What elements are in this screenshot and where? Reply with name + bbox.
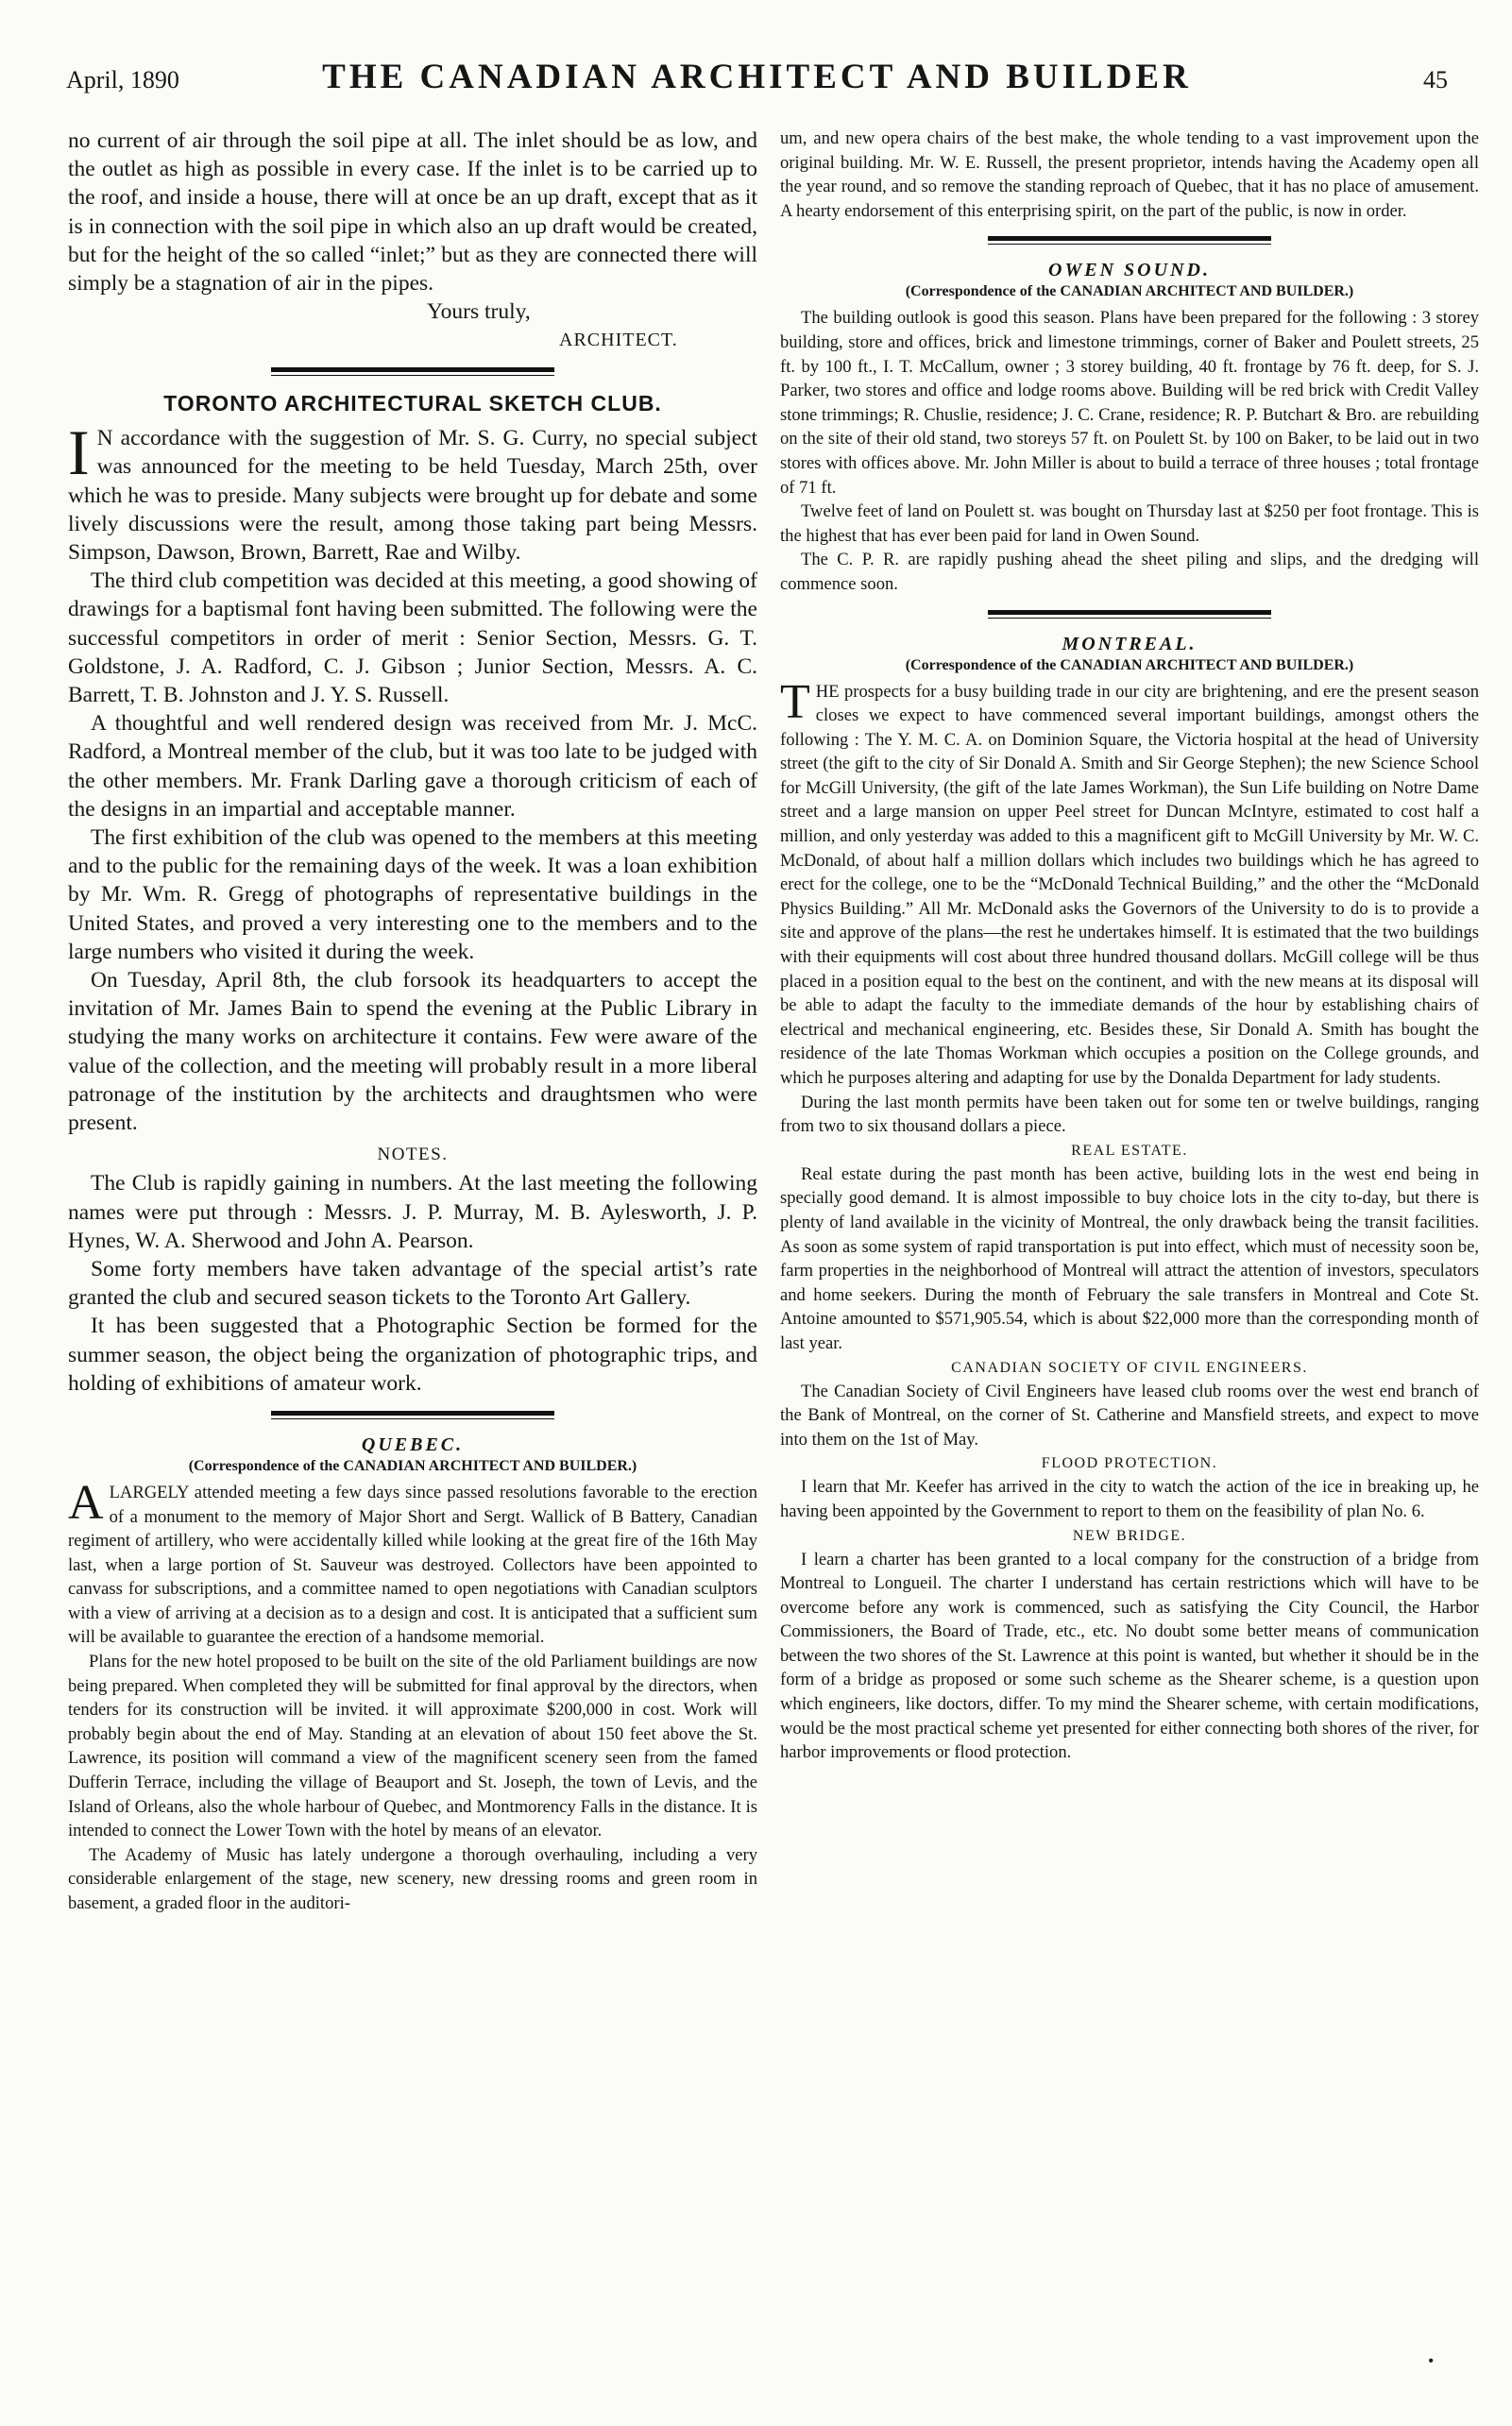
- letter-closing: Yours truly,: [427, 299, 531, 325]
- owen-sound-paragraph: Twelve feet of land on Poulett st. was bought on Thursday last at $250 per foot frontage. This is the highest that has ever been paid for land in Owen Sound.: [780, 501, 1479, 546]
- section-divider: [988, 610, 1271, 619]
- montreal-heading: MONTREAL.: [1062, 633, 1198, 654]
- right-column: [780, 127, 1479, 1765]
- section-divider: [988, 236, 1271, 245]
- owen-sound-heading: OWEN SOUND.: [1048, 260, 1211, 281]
- club-paragraph: On Tuesday, April 8th, the club forsook its headquarters to accept the invitation of Mr. James Bain to spend the evening at the Public Library in studying the many works on architecture it contains. Few were aware of the value of the collection, and the meeting will probably result in a more liberal patronage of the institution by the architects and draughtsmen who were present.: [68, 968, 757, 1136]
- notes-paragraph: It has been suggested that a Photographic Section be formed for the summer season, the object being the organization of photographic trips, and holding of exhibitions of amateur work.: [68, 1314, 757, 1396]
- owen-sound-paragraph: The building outlook is good this season. Plans have been prepared for the following : 3 storey building, store and offices, brick and limestone trimmings, corner of Baker and Poulett streets, 25 ft. by 100 ft., I. T. McCallum, owner ; 3 storey building, 40 ft. frontage by 76 ft. deep, for S. J. Parker, two stores and office and lodge rooms above. Building will be red brick with Credit Valley stone trimmings; R. Chuslie, residence; J. C. Crane, residence; R. P. Butchart & Bro. are rebuilding on the site of their old stand, two storeys 57 ft. on Poulett St. by 100 on Baker, to be laid out in two stores with offices above. Mr. John Miller is about to build a terrace of three houses ; total frontage of 71 ft.: [780, 308, 1479, 498]
- new-bridge-heading: NEW BRIDGE.: [1072, 1527, 1187, 1544]
- page-number: 45: [1423, 66, 1448, 93]
- real-estate-heading: REAL ESTATE.: [1071, 1142, 1188, 1159]
- club-paragraph: I N accordance with the suggestion of Mr. S. G. Curry, no special subject was announced for the meeting to be held Tuesday, March 25th, over which he was to preside. Many subjects were brought up for debate and some lively discussions were the result, among those taking part being Messrs. Simpson, Dawson, Brown, Barrett, Rae and Wilby.: [68, 416, 757, 566]
- notes-paragraph: Some forty members have taken advantage of the special artist’s rate granted the club and secured season tickets to the Toronto Art Gallery.: [68, 1256, 757, 1311]
- montreal-paragraph: During the last month permits have been taken out for some ten or twelve buildings, ranging from two to six thousand dollars a piece.: [780, 1092, 1479, 1137]
- section-divider: [271, 1411, 554, 1419]
- club-paragraph: The third club competition was decided at this meeting, a good showing of drawings for a baptismal font having been submitted. The following were the successful competitors in order of merit : Senior Section, Messrs. G. T. Goldstone, J. A. Radford, C. J. Gibson ; Junior Section, Messrs. A. C. Barrett, T. B. Johnston and J. Y. S. Russell.: [68, 568, 757, 708]
- club-paragraph: A thoughtful and well rendered design was received from Mr. J. McC. Radford, a Montreal member of the club, but it was too late to be judged with the other members. Mr. Frank Darling gave a thorough criticism of each of the designs in an impartial and acceptable manner.: [68, 711, 757, 822]
- real-estate-paragraph: Real estate during the past month has been active, building lots in the west end being in specially good demand. It is almost impossible to buy choice lots in the city to-day, but there is plenty of land available in the vicinity of Montreal, the only drawback being the transit facilities. As soon as some system of rapid transportation is put into effect, which must of necessity soon be, farm properties in the neighborhood of Montreal will attract the attention of investors, speculators and home seekers. During the month of February the sale transfers in Montreal and Cote St. Antoine amounted to $571,905.54, which is about $22,000 more than the corresponding month of last year.: [780, 1163, 1479, 1353]
- publication-title: THE CANADIAN ARCHITECT AND BUILDER: [322, 58, 1192, 96]
- club-paragraph: The first exhibition of the club was opened to the members at this meeting and to the public for the remaining days of the week. It was a loan exhibition by Mr. Wm. R. Gregg of photographs of representative buildings in the United States, and proved a very interesting one to the members and to the large numbers who visited it during the week.: [68, 825, 757, 964]
- printer-mark-icon: •: [1428, 2351, 1435, 2370]
- notes-paragraph: The Club is rapidly gaining in numbers. At the last meeting the following names were put through : Messrs. J. P. Murray, M. B. Aylesworth, J. P. Hynes, W. A. Sherwood and John A. Pearson.: [68, 1171, 757, 1253]
- issue-date: April, 1890: [66, 66, 179, 93]
- quebec-correspondence-line: (Correspondence of the CANADIAN ARCHITECT AND BUILDER.): [188, 1457, 637, 1474]
- quebec-paragraph: The Academy of Music has lately undergone a thorough overhauling, including a very considerable enlargement of the stage, new scenery, new dressing rooms and green room in basement, a graded floor in the auditori-: [68, 1844, 757, 1914]
- civil-engineers-paragraph: The Canadian Society of Civil Engineers have leased club rooms over the west end branch of the Bank of Montreal, on the corner of St. Catherine and Mansfield streets, and expect to move into them on the 1st of May.: [780, 1381, 1479, 1450]
- owen-sound-correspondence-line: (Correspondence of the CANADIAN ARCHITECT AND BUILDER.): [905, 283, 1354, 300]
- quebec-paragraph: ALARGELY attended meeting a few days since passed resolutions favorable to the erection of a monument to the memory of Major Short and Sergt. Wallick of B Battery, Canadian regiment of artillery, who were accidentally killed while looking at the great fire of the 16th May last, when a large portion of St. Sauveur was destroyed. Collectors have been appointed to canvass for subscriptions, and a committee named to open negotiations with Canadian sculptors with a view of arriving at a decision as to a design and cost. It is anticipated that a sufficient sum will be available to guarantee the erection of a handsome memorial.: [68, 1475, 757, 1648]
- quebec-paragraph: Plans for the new hotel proposed to be built on the site of the old Parliament buildings are now being prepared. When completed they will be submitted for final approval by the directors, when tenders for its construction will be invited. it will approximate $200,000 in cost. Work will probably begin about the end of May. Standing at an elevation of about 150 feet above the St. Lawrence, its position will command a view of the magnificent scenery seen from the famed Dufferin Terrace, including the village of Beauport and St. Joseph, the town of Levis, and the Island of Orleans, also the whole harbour of Quebec, and Montmorency Falls in the distance. It is intended to connect the Lower Town with the hotel by means of an elevator.: [68, 1652, 757, 1841]
- civil-engineers-heading: CANADIAN SOCIETY OF CIVIL ENGINEERS.: [951, 1359, 1308, 1376]
- letter-signature: ARCHITECT.: [559, 330, 678, 351]
- notes-heading: NOTES.: [377, 1145, 449, 1165]
- new-bridge-paragraph: I learn a charter has been granted to a local company for the construction of a bridge from Montreal to Longueil. The charter I understand has certain restrictions which will have to be overcome before any work is commenced, such as satisfying the City Council, the Harbor Commissioners, the Board of Trade, etc., etc. No doubt some better means of communication between the two shores of the St. Lawrence at this point is wanted, but whether it should be in the form of a bridge as proposed or some such scheme as the Shearer scheme, is a question upon which engineers, like doctors, differ. To my mind the Shearer scheme, with certain modifications, would be the most practical scheme yet presented for either connecting both shores of the river, for harbor improvements or flood protection.: [780, 1549, 1479, 1763]
- drop-cap: A: [68, 1475, 104, 1530]
- section-divider: [271, 367, 554, 376]
- quebec-continuation: um, and new opera chairs of the best make, the whole tending to a vast improvement upon the original building. Mr. W. E. Russell, the present proprietor, intends having the Academy open all the year round, and so remove the standing reproach of Quebec, that it has no place of amusement. A hearty endorsement of this enterprising spirit, on the part of the public, is now in order.: [780, 128, 1479, 221]
- drop-cap: T: [780, 674, 810, 729]
- flood-protection-heading: FLOOD PROTECTION.: [1041, 1455, 1218, 1472]
- montreal-paragraph: THE prospects for a busy building trade in our city are brightening, and ere the present season closes we expect to have commenced several important buildings, amongst others the following : The Y. M. C. A. on Dominion Square, the Victoria hospital at the head of University street (the gift to the city of Sir Donald A. Smith and Sir George Stephen); the new Science School for McGill University, (the gift of the late James Workman), the Sun Life building on Notre Dame street and a large mansion on upper Peel street for Duncan McIntyre, estimated to cost half a million, and only yesterday was added to this a magnificent gift to McGill University by Mr. W. C. McDonald, of about half a million dollars which includes two buildings which he has agreed to erect for the college, one to be the “McDonald Technical Building,” and the other the “McDonald Physics Building.” All Mr. McDonald asks the Governors of the University to do is to provide a site and approve of the plans—the rest he undertakes himself. It is estimated that the two buildings with their equipments will cost about three hundred thousand dollars. McGill college will be thus placed in a position equal to the best on the continent, and with the new means at its disposal will be able to adapt the faculty to the immediate demands of the hour by establishing chairs of electrical and mechanical engineering, etc. Besides these, Sir Donald A. Smith has bought the residence of the late Thomas Workman which occupies a position on the College grounds, and which he purposes altering and adapting for use by the Donalda Department for lady students.: [780, 674, 1479, 1088]
- letter-ending-text: no current of air through the soil pipe at all. The inlet should be as low, and the outlet as high as possible in every case. If the inlet is to be carried up to the roof, and inside a house, there will at once be an up draft, except that as it is in connection with the soil pipe in which also an up draft would be created, but for the height of the so called “inlet;” but as they are connected there will simply be a stagnation of air in the pipes.: [68, 128, 757, 297]
- quebec-heading: QUEBEC.: [361, 1434, 465, 1455]
- drop-cap: I: [68, 416, 90, 489]
- left-column: [68, 127, 757, 1916]
- club-article-heading: TORONTO ARCHITECTURAL SKETCH CLUB.: [163, 391, 662, 416]
- owen-sound-paragraph: The C. P. R. are rapidly pushing ahead the sheet piling and slips, and the dredging will commence soon.: [780, 550, 1479, 594]
- montreal-correspondence-line: (Correspondence of the CANADIAN ARCHITECT AND BUILDER.): [905, 656, 1354, 673]
- flood-protection-paragraph: I learn that Mr. Keefer has arrived in the city to watch the action of the ice in breaking up, he having been appointed by the Government to report to them on the feasibility of plan No. 6.: [780, 1477, 1479, 1521]
- page-header: [66, 53, 1448, 110]
